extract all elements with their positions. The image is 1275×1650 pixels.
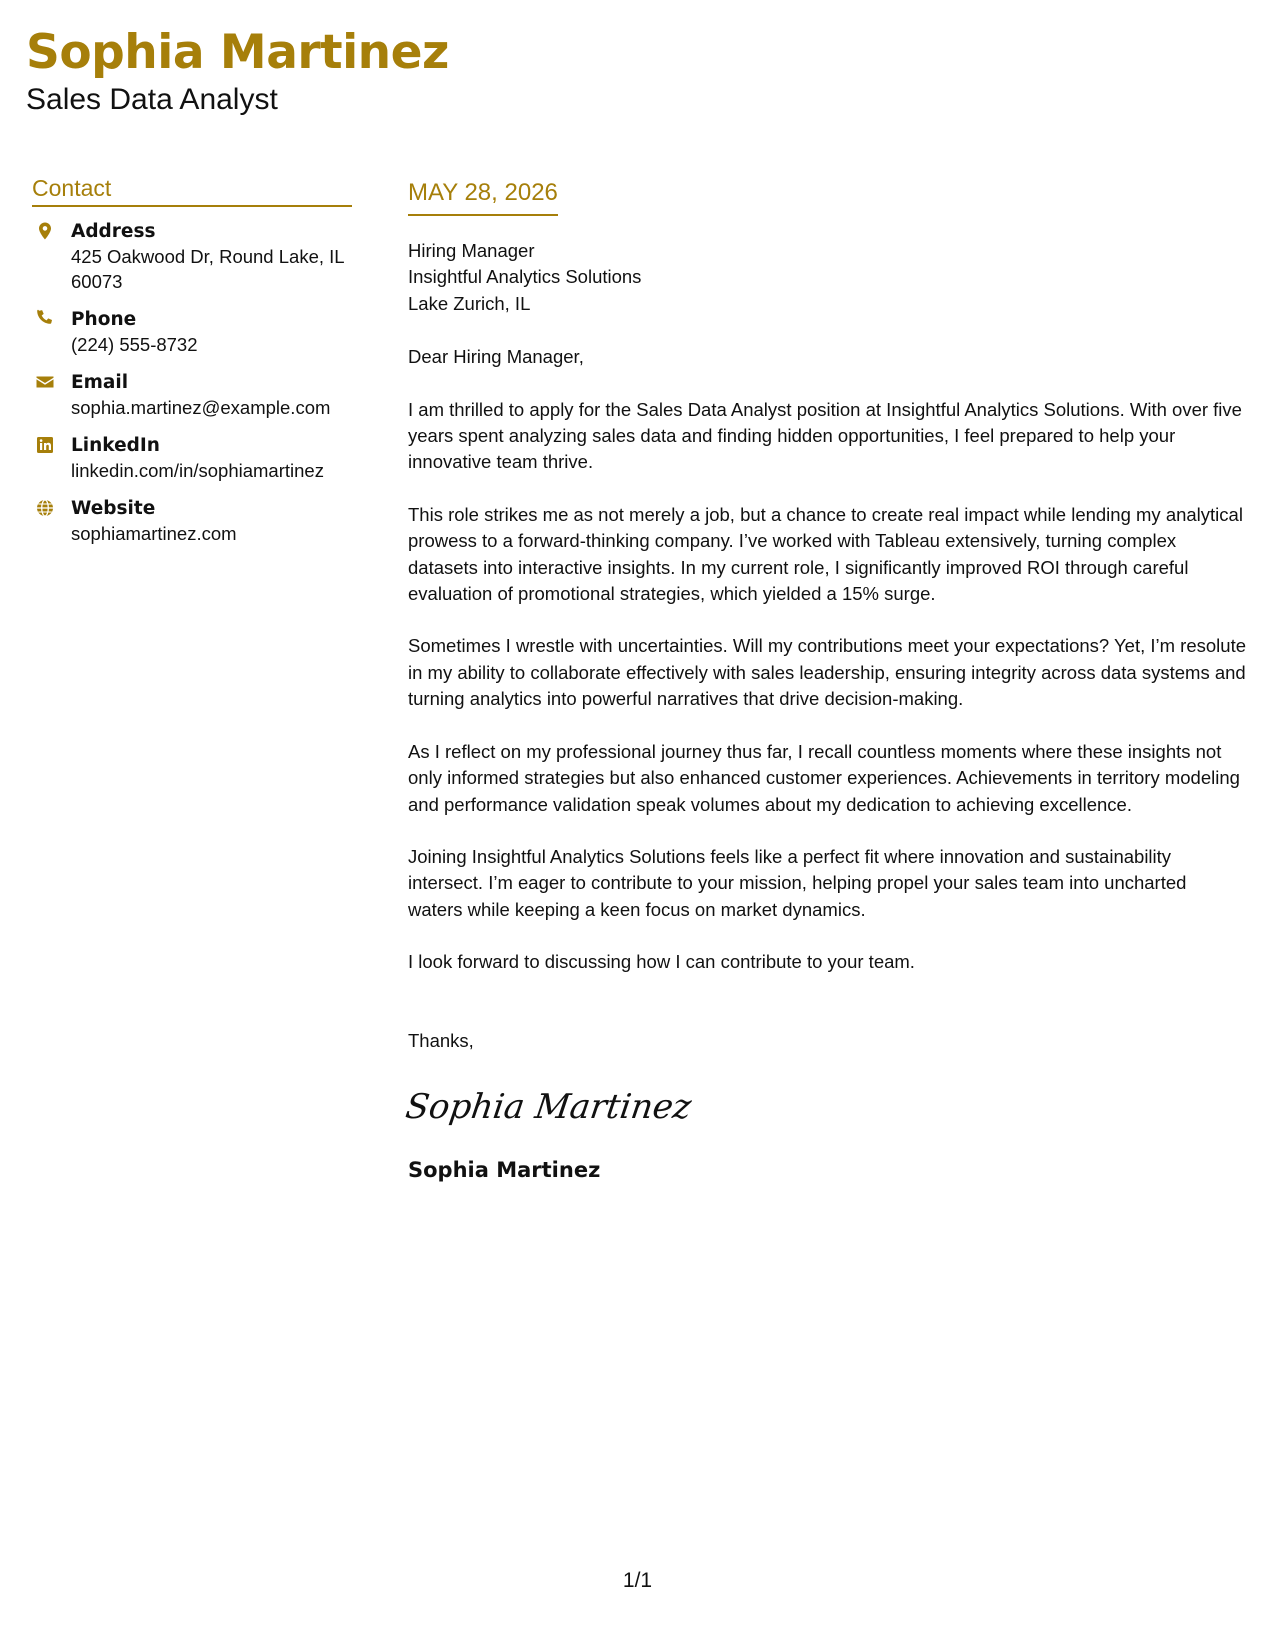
letter-header bbox=[26, 24, 449, 118]
paragraph: Joining Insightful Analytics Solutions feels like a perfect fit where innovation and sustainability intersect. I’m eager to contribute to your mission, helping propel your sales team into uncharted waters while keeping a keen focus on market dynamics. bbox=[408, 845, 1187, 920]
letter-date: MAY 28, 2026 bbox=[408, 178, 558, 216]
recipient-block bbox=[408, 238, 1246, 317]
applicant-role: Sales Data Analyst bbox=[26, 83, 278, 116]
contact-item-phone bbox=[32, 307, 352, 357]
contact-section-title: Contact bbox=[32, 174, 352, 207]
paragraph: I am thrilled to apply for the Sales Data Analyst position at Insightful Analytics Solutions. With over five years spent analyzing sales data and finding hidden opportunities, I feel prepared to help your innovative team thrive. bbox=[408, 398, 1242, 473]
globe-icon bbox=[35, 498, 55, 518]
paragraph: As I reflect on my professional journey thus far, I recall countless moments where these insights not only informed strategies but also enhanced customer experiences. Achievements in territory modeling and performance validation speak volumes about my dedication to achieving excellence. bbox=[408, 740, 1240, 815]
contact-item-website bbox=[32, 496, 352, 546]
contact-item-linkedin bbox=[32, 433, 352, 483]
paragraph: Sometimes I wrestle with uncertainties. Will my contributions meet your expectations? Yet, I’m resolute in my ability to collaborate effectively with sales leadership, ensuring integrity across data systems and turning analytics into powerful narratives that drive decision-making. bbox=[408, 635, 1246, 710]
page-number: 1/1 bbox=[622, 1569, 653, 1592]
contact-label: Address bbox=[71, 221, 156, 242]
recipient-line: Lake Zurich, IL bbox=[408, 292, 531, 314]
recipient-line: Hiring Manager bbox=[408, 240, 535, 261]
contact-label: Phone bbox=[71, 309, 137, 330]
linkedin-icon bbox=[35, 435, 55, 455]
contact-label: Website bbox=[71, 498, 156, 519]
contact-value: 425 Oakwood Dr, Round Lake, IL 60073 bbox=[71, 246, 344, 292]
salutation: Dear Hiring Manager, bbox=[408, 346, 584, 368]
contact-label: Email bbox=[71, 372, 129, 393]
contact-value: (224) 555-8732 bbox=[71, 334, 198, 355]
contact-value[interactable]: sophiamartinez.com bbox=[71, 523, 237, 544]
phone-icon bbox=[35, 309, 55, 329]
handwritten-signature bbox=[403, 1078, 694, 1134]
signer-name: Sophia Martinez bbox=[408, 1157, 601, 1182]
envelope-icon bbox=[35, 372, 55, 392]
applicant-name: Sophia Martinez bbox=[26, 25, 449, 80]
contact-sidebar bbox=[32, 174, 352, 559]
contact-value[interactable]: sophia.martinez@example.com bbox=[71, 397, 331, 418]
contact-value[interactable]: linkedin.com/in/sophiamartinez bbox=[71, 460, 324, 481]
paragraph: I look forward to discussing how I can contribute to your team. bbox=[408, 951, 915, 973]
map-pin-icon bbox=[35, 221, 55, 241]
contact-item-email bbox=[32, 370, 352, 420]
paragraph: This role strikes me as not merely a job, but a chance to create real impact while lending my analytical prowess to a forward-thinking company. I’ve worked with Tableau extensively, turning complex datasets into interactive insights. In my current role, I significantly improved ROI through careful evaluation of promotional strategies, which yielded a 15% surge. bbox=[408, 503, 1243, 605]
letter-paragraphs bbox=[408, 397, 1246, 976]
letter-body bbox=[403, 178, 1246, 1184]
contact-item-address bbox=[32, 219, 352, 294]
recipient-line: Insightful Analytics Solutions bbox=[408, 266, 642, 288]
contact-label: LinkedIn bbox=[71, 435, 160, 456]
signature-text: Sophia Martinez bbox=[403, 1087, 694, 1127]
closing: Thanks, bbox=[408, 1029, 474, 1051]
